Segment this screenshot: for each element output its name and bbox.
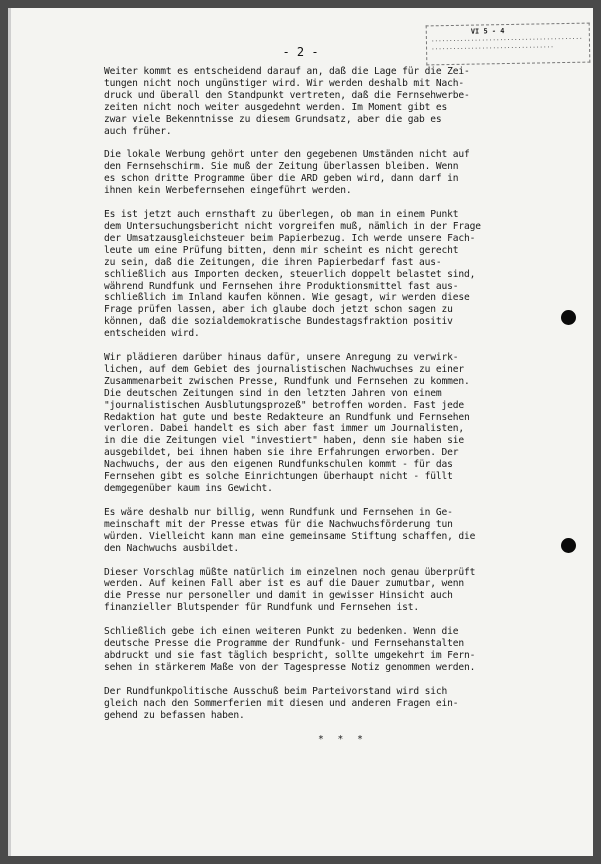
page-number: - 2 - — [282, 45, 319, 59]
text-line: die Presse nur personeller und damit in gewisser Hinsicht auch — [104, 590, 453, 602]
page-edge — [8, 8, 11, 856]
text-line: sehen in stärkerem Maße von der Tagespresse Notiz genommen werden. — [104, 661, 476, 673]
text-line: Wir plädieren darüber hinaus dafür, unsere Anregung zu verwirk- — [104, 352, 459, 364]
text-line: ihnen kein Werbefernsehen eingeführt werden. — [104, 185, 352, 197]
text-line: gleich nach den Sommerferien mit diesen und anderen Fragen ein- — [104, 697, 459, 709]
text-line: deutsche Presse die Programme der Rundfunk- und Fernsehanstalten — [104, 638, 465, 650]
text-line: druck und überall den Standpunkt vertreten, daß die Fernsehwerbe- — [104, 89, 470, 101]
punch-hole — [561, 538, 576, 553]
text-line: leute um eine Prüfung bitten, denn mir scheint es nicht gerecht — [104, 244, 459, 256]
document-page — [8, 8, 593, 856]
paragraph — [104, 149, 584, 197]
text-line: gehend zu befassen haben. — [104, 709, 245, 721]
text-line: Nachwuchs, der aus den eigenen Rundfunkschulen kommt - für das — [104, 459, 453, 471]
paragraph — [104, 352, 584, 495]
text-line: Der Rundfunkpolitische Ausschuß beim Parteivorstand wird sich — [104, 685, 448, 697]
text-line: tungen nicht noch ungünstiger wird. Wir werden deshalb mit Nach- — [104, 77, 465, 89]
text-line: Schließlich gebe ich einen weiteren Punkt zu bedenken. Wenn die — [104, 626, 459, 638]
closing-asterisks: * * * — [318, 733, 367, 745]
text-line: den Fernsehschirm. Sie muß der Zeitung überlassen bleiben. Wenn — [104, 161, 459, 173]
text-line: während Rundfunk und Fernsehen ihre Produktionsmittel fast aus- — [104, 280, 459, 292]
text-line: abdruckt und sie fast täglich bespricht, sollte umgekehrt im Fern- — [104, 649, 476, 661]
body-text — [104, 66, 584, 745]
text-line: zu sein, daß die Zeitungen, die ihren Papierbedarf fast aus- — [104, 256, 442, 268]
stamp-line-2: .................................. — [430, 42, 554, 52]
paragraph — [104, 686, 584, 722]
text-line: den Nachwuchs ausbildet. — [104, 542, 240, 554]
paragraph — [104, 209, 584, 340]
paragraph — [104, 66, 584, 137]
paragraph — [104, 626, 584, 674]
text-line: zwar viele Bekenntnisse zu diesem Grundsatz, aber die gab es — [104, 113, 442, 125]
text-line: Die lokale Werbung gehört unter den gegebenen Umständen nicht auf — [104, 149, 470, 161]
text-line: meinschaft mit der Presse etwas für die Nachwuchsförderung tun — [104, 518, 453, 530]
text-line: zeiten nicht noch weiter ausgedehnt werden. Im Moment gibt es — [104, 101, 448, 113]
text-line: dem Untersuchungsbericht nicht vorgreifen muß, nämlich in der Frage — [104, 220, 481, 232]
text-line: "journalistischen Ausblutungsprozeß" betroffen worden. Fast jede — [104, 399, 465, 411]
text-line: lichen, auf dem Gebiet des journalistischen Nachwuchses zu einer — [104, 363, 465, 375]
text-line: werden. Auf keinen Fall aber ist es auf die Dauer zumutbar, wenn — [104, 578, 465, 590]
text-line: Frage prüfen lassen, aber ich glaube doch jetzt schon sagen zu — [104, 304, 453, 316]
text-line: würden. Vielleicht kann man eine gemeinsame Stiftung schaffen, die — [104, 530, 476, 542]
text-line: in die die Zeitungen viel "investiert" haben, denn sie haben sie — [104, 435, 465, 447]
text-line: demgegenüber kaum ins Gewicht. — [104, 483, 273, 494]
text-line: auch früher. — [104, 125, 172, 137]
text-line: Fernsehen gibt es solche Einrichtungen überhaupt nicht - füllt — [104, 471, 453, 483]
text-line: Redaktion hat gute und beste Redakteure an Rundfunk und Fernsehen — [104, 411, 470, 423]
text-line: schließlich aus Importen decken, steuerlich doppelt belastet sind, — [104, 268, 476, 280]
text-line: finanzieller Blutspender für Rundfunk und Fernsehen ist. — [104, 602, 420, 614]
text-line: schließlich im Inland kaufen können. Wie gesagt, wir werden diese — [104, 292, 470, 304]
text-line: Die deutschen Zeitungen sind in den letzten Jahren von einem — [104, 387, 442, 399]
text-line: Zusammenarbeit zwischen Presse, Rundfunk und Fernsehen zu kommen. — [104, 375, 470, 387]
paragraph — [104, 507, 584, 555]
text-line: Weiter kommt es entscheidend darauf an, daß die Lage für die Zei- — [104, 66, 470, 77]
stamp-line-1: .......................................... — [430, 33, 583, 44]
text-line: Es wäre deshalb nur billig, wenn Rundfunk und Fernsehen in Ge- — [104, 506, 453, 518]
text-line: Es ist jetzt auch ernsthaft zu überlegen, ob man in einem Punkt — [104, 209, 459, 221]
text-line: können, daß die sozialdemokratische Bundestagsfraktion positiv — [104, 316, 453, 328]
text-line: verloren. Dabei handelt es sich aber fast immer um Journalisten, — [104, 423, 465, 435]
text-line: entscheiden wird. — [104, 328, 200, 340]
text-line: ausgebildet, bei ihnen haben sie ihre Erfahrungen erworben. Der — [104, 447, 459, 459]
punch-hole — [561, 310, 576, 325]
text-line: Dieser Vorschlag müßte natürlich im einzelnen noch genau überprüft — [104, 566, 476, 578]
stamp-id: VI 5 - 4 — [470, 27, 505, 36]
text-line: der Umsatzausgleichsteuer beim Papierbezug. Ich werde unsere Fach- — [104, 232, 476, 244]
text-line: es schon dritte Programme über die ARD geben wird, dann darf in — [104, 173, 459, 185]
paragraph — [104, 567, 584, 615]
